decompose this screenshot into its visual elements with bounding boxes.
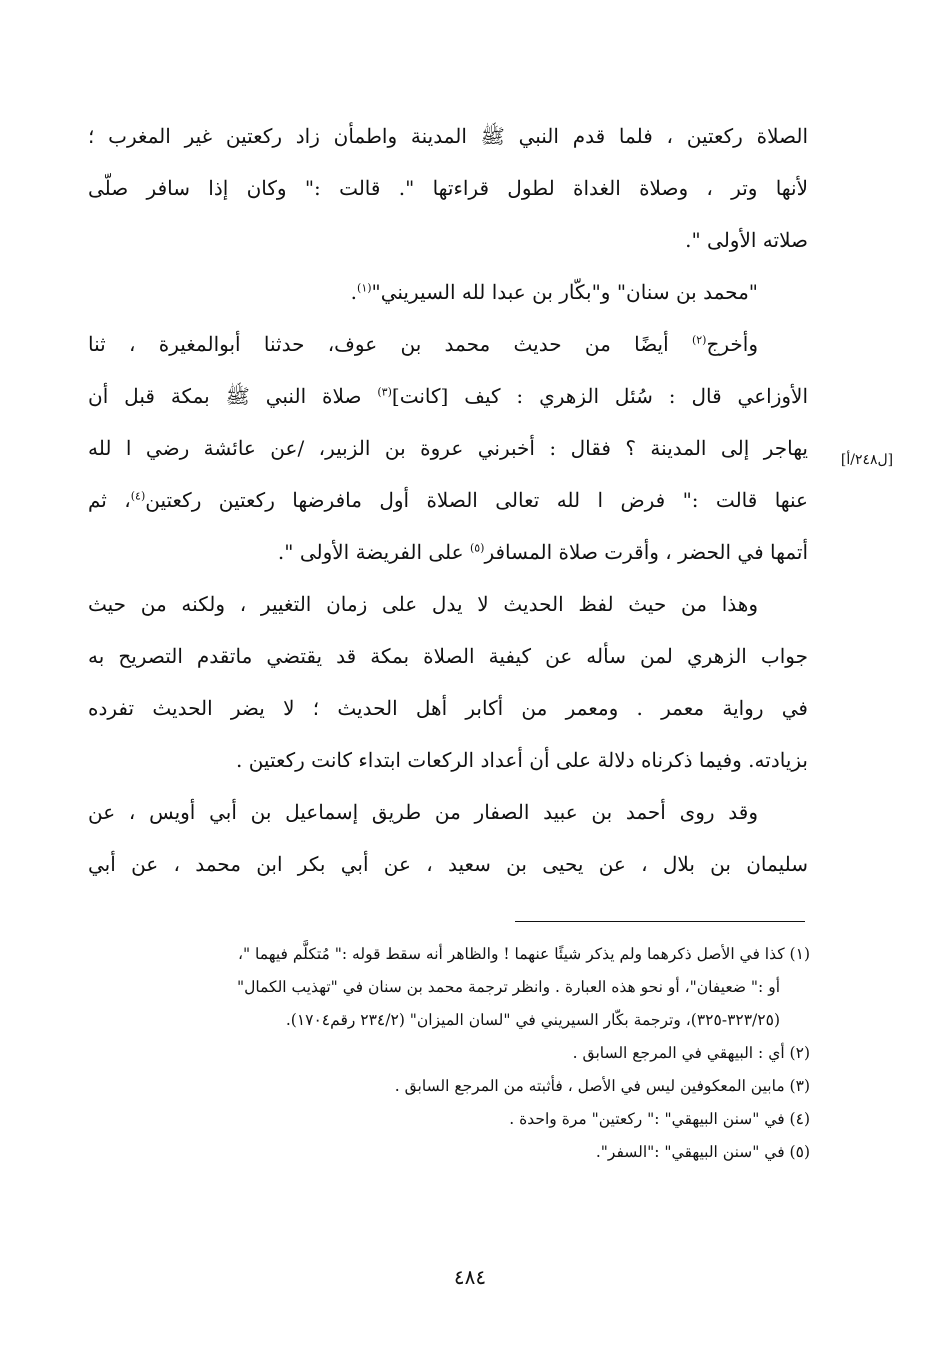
body-line-8-text: عنها قالت :" فرض ا لله تعالى الصلاة أول مافرضها ركعتين ركعتين — [145, 488, 808, 512]
footnote-separator — [515, 921, 805, 922]
footnote-ref-4: (٤) — [130, 489, 146, 503]
body-line-10 — [88, 578, 808, 630]
body-line-8 — [88, 474, 808, 526]
body-line-2 — [88, 162, 808, 214]
footnote-ref-1: (١) — [357, 281, 372, 295]
body-line-7-text: يهاجر إلى المدينة ؟ فقال : أخبرني عروة بن الزبير، /عن عائشة رضي ا لله — [88, 436, 808, 460]
footnote-line-3: (٣٢٣/٢٥-٣٢٥)، وترجمة بكّار السيريني في "لسان الميزان" (٢٣٤/٢ رقم١٧٠٤). — [285, 1011, 780, 1029]
body-line-13 — [88, 734, 808, 786]
body-line-9-text: أتمها في الحضر ، وأقرت صلاة المسافر — [484, 540, 808, 564]
body-line-1 — [88, 110, 808, 162]
footnote-ref-5: (٥) — [469, 541, 485, 555]
footnote-line-2: أو :" ضعيفان"، أو نحو هذه العبارة . وانظر ترجمة محمد بن سنان في "تهذيب الكمال" — [236, 978, 780, 996]
body-line-15-text: سليمان بن بلال ، عن يحيى بن سعيد ، عن أبي بكر ابن محمد ، عن أبي — [88, 852, 808, 876]
body-line-14 — [88, 786, 808, 838]
body-line-11-text: جواب الزهري لمن سأله عن كيفية الصلاة بمكة قد يقتضي ماتقدم التصريح به — [88, 644, 808, 668]
body-line-7 — [88, 422, 808, 474]
body-line-6-after: صلاة النبي ﷺ بمكة قبل أن — [88, 384, 378, 408]
footnote-ref-3: (٣) — [377, 385, 392, 399]
body-line-2-text: لأنها وتر ، وصلاة الغداة لطول قراءتها ". قالت :" وكان إذا سافر صلّى — [88, 176, 808, 200]
footnotes — [120, 938, 810, 1169]
body-line-12 — [88, 682, 808, 734]
body-line-4-text: "محمد بن سنان" و"بكّار بن عبدا لله السيريني" — [371, 280, 758, 304]
footnote-line-6: (٤) في "سنن البيهقي" :" ركعتين" مرة واحدة . — [509, 1110, 810, 1128]
body-text — [88, 110, 808, 890]
body-line-4 — [88, 266, 808, 318]
body-line-15 — [88, 838, 808, 890]
body-line-5 — [88, 318, 808, 370]
body-line-4-after: . — [350, 280, 358, 304]
body-line-10-text: وهذا من حيث لفظ الحديث لا يدل على زمان التغيير ، ولكنه من حيث — [88, 592, 758, 616]
body-line-6 — [88, 370, 808, 422]
body-line-3-text: صلاته الأولى ". — [685, 228, 808, 252]
manuscript-folio-note: [ل٢٤٨/أ] — [840, 452, 894, 468]
body-line-9 — [88, 526, 808, 578]
body-line-5-after: أيضًا من حديث محمد بن عوف، حدثنا أبوالمغيرة ، ثنا — [88, 332, 692, 356]
body-line-9-after: على الفريضة الأولى ". — [277, 540, 470, 564]
body-line-14-text: وقد روى أحمد بن عبيد الصفار من طريق إسماعيل بن أبي أويس ، عن — [88, 800, 758, 824]
footnote-line-7: (٥) في "سنن البيهقي" :"السفر". — [595, 1143, 810, 1161]
body-line-6-text: الأوزاعي قال : سُئل الزهري : كيف [كانت] — [391, 384, 808, 408]
body-line-8-after: ، ثم — [88, 488, 131, 512]
body-line-12-text: في رواية معمر . ومعمر من أكابر أهل الحديث ؛ لا يضر الحديث تفرده — [88, 696, 808, 720]
body-line-11 — [88, 630, 808, 682]
body-line-13-text: بزيادته. وفيما ذكرناه دلالة على أن أعداد الركعات ابتداء كانت ركعتين . — [235, 748, 808, 772]
page-number: ٤٨٤ — [453, 1265, 487, 1289]
body-line-3 — [88, 214, 808, 266]
body-line-5-text: وأخرج — [706, 332, 758, 356]
body-line-1-text: الصلاة ركعتين ، فلما قدم النبي ﷺ المدينة واطمأن زاد ركعتين غير المغرب ؛ — [88, 124, 808, 148]
footnote-line-5: (٣) مابين المعكوفين ليس في الأصل ، فأثبته من المرجع السابق . — [394, 1077, 810, 1095]
footnote-ref-2: (٢) — [691, 333, 707, 347]
footnote-line-1: (١) كذا في الأصل ذكرهما ولم يذكر شيئًا عنهما ! والظاهر أنه سقط قوله :" مُتكلَّم فيهما "، — [237, 945, 810, 963]
footnote-line-4: (٢) أي : البيهقي في المرجع السابق . — [572, 1044, 810, 1062]
